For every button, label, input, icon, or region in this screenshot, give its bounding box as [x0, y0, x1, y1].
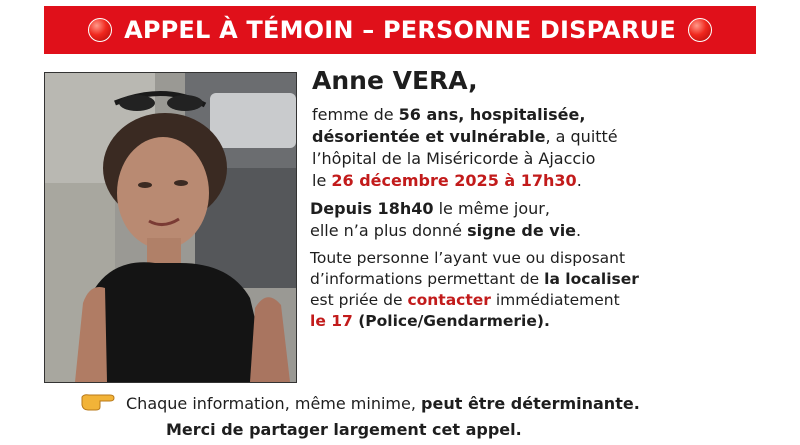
description-text: l’hôpital de la Miséricorde à Ajaccio	[312, 149, 596, 168]
since-highlight: signe de vie	[467, 221, 577, 240]
appeal-text: Toute personne l’ayant vue ou disposant	[310, 249, 626, 267]
pointing-hand-icon	[80, 391, 116, 415]
since-time: Depuis 18h40	[310, 199, 434, 218]
since-text: elle n’a plus donné	[310, 221, 468, 240]
person-name: Anne VERA,	[312, 66, 478, 95]
footer-line-1	[80, 392, 640, 414]
footer-text: Chaque information, même minime,	[126, 393, 416, 413]
red-circle-icon	[688, 18, 712, 42]
appeal-text: est priée de	[310, 291, 408, 309]
description-text: femme de	[312, 105, 399, 124]
appeal-text: d’informations permettant de	[310, 270, 545, 288]
since-text: .	[576, 221, 582, 240]
description-highlight: 56 ans, hospitalisée,	[398, 105, 586, 124]
appeal-highlight: la localiser	[544, 270, 639, 288]
header-banner	[44, 6, 756, 54]
appeal-paragraph	[310, 248, 750, 332]
description-highlight: désorientée et vulnérable	[312, 127, 546, 146]
footer-highlight: peut être déterminante.	[421, 393, 640, 413]
appeal-highlight: contacter	[407, 291, 491, 309]
description-text: le	[312, 171, 332, 190]
info-panel	[310, 66, 750, 332]
description-paragraph	[310, 104, 750, 192]
appeal-text: immédiatement	[490, 291, 620, 309]
since-paragraph	[310, 198, 750, 242]
description-text: .	[576, 171, 582, 190]
emergency-number: le 17	[310, 312, 353, 330]
emergency-service: (Police/Gendarmerie).	[352, 312, 550, 330]
banner-title: APPEL À TÉMOIN – PERSONNE DISPARUE	[124, 16, 676, 44]
footer-line-2: Merci de partager largement cet appel.	[166, 420, 522, 439]
description-text: , a quitté	[545, 127, 618, 146]
disappearance-date: 26 décembre 2025 à 17h30	[331, 171, 577, 190]
red-circle-icon	[88, 18, 112, 42]
missing-person-photo	[44, 72, 297, 383]
since-text: le même jour,	[433, 199, 550, 218]
